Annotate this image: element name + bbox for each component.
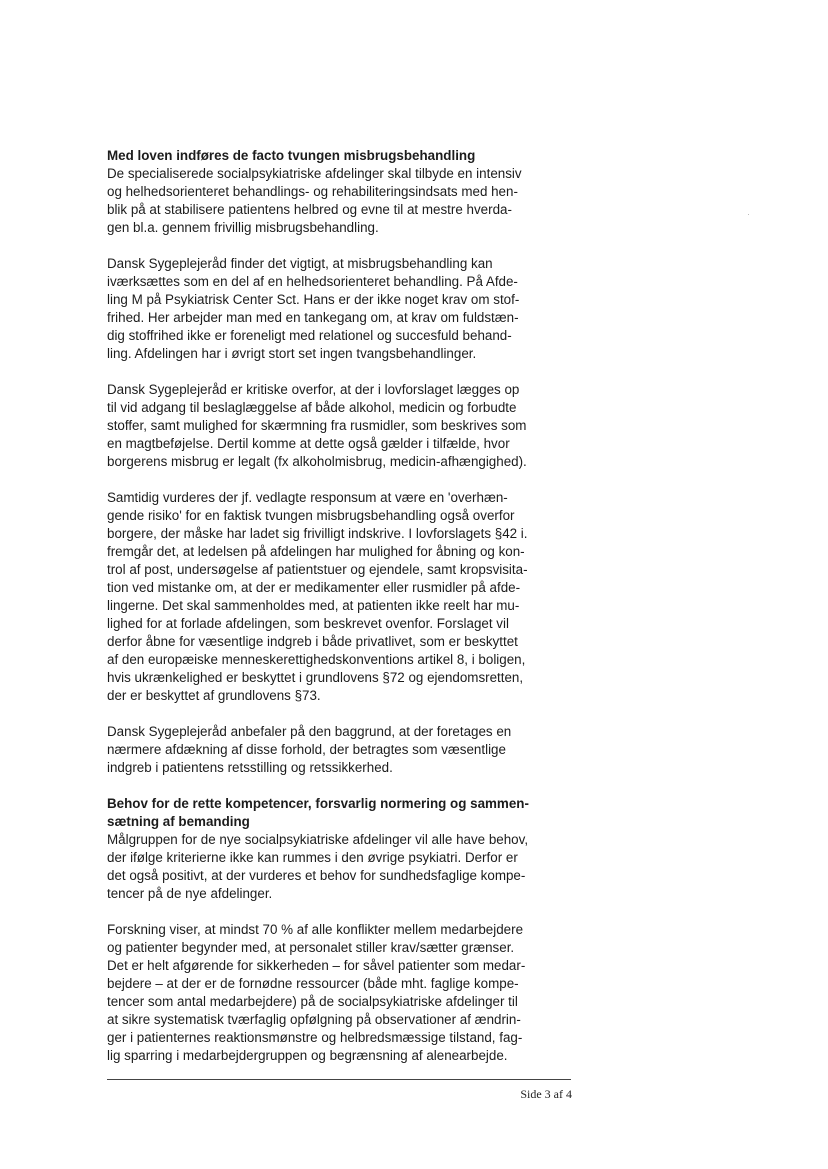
text-line: Samtidig vurderes der jf. vedlagte responsum at være en 'overhæn-	[107, 490, 508, 505]
text-line: fremgår det, at ledelsen på afdelingen har mulighed for åbning og kon-	[107, 544, 525, 559]
text-line: gen bl.a. gennem frivillig misbrugsbehandling.	[107, 220, 379, 235]
text-line: lighed for at forlade afdelingen, som beskrevet ovenfor. Forslaget vil	[107, 616, 509, 631]
text-line: der er beskyttet af grundlovens §73.	[107, 688, 321, 703]
text-line: tencer som antal medarbejdere) på de socialpsykiatriske afdelinger til	[107, 994, 518, 1009]
paragraph-gap	[107, 903, 573, 921]
text-line: det også positivt, at der vurderes et behov for sundhedsfaglige kompe-	[107, 868, 526, 883]
heading-line: Behov for de rette kompetencer, forsvarlig normering og sammen-	[107, 796, 529, 811]
text-line: der ifølge kriterierne ikke kan rummes i den øvrige psykiatri. Derfor er	[107, 850, 518, 865]
body-paragraph	[107, 381, 573, 471]
paragraph-gap	[107, 471, 573, 489]
text-line: blik på at stabilisere patientens helbred og evne til at mestre hverda-	[107, 202, 512, 217]
text-line: nærmere afdækning af disse forhold, der betragtes som væsentlige	[107, 742, 506, 757]
text-line: De specialiserede socialpsykiatriske afdelinger skal tilbyde en intensiv	[107, 166, 522, 181]
body-paragraph	[107, 489, 573, 705]
body-paragraph	[107, 723, 573, 777]
body-paragraph	[107, 921, 573, 1065]
body-paragraph	[107, 255, 573, 363]
text-line: ling M på Psykiatrisk Center Sct. Hans er der ikke noget krav om stof-	[107, 292, 520, 307]
text-line: Dansk Sygeplejeråd finder det vigtigt, at misbrugsbehandling kan	[107, 256, 493, 271]
footer-divider	[107, 1079, 571, 1080]
text-line: og patienter begynder med, at personalet stiller krav/sætter grænser.	[107, 940, 515, 955]
text-line: af den europæiske menneskerettighedskonventions artikel 8, i boligen,	[107, 652, 526, 667]
text-line: derfor åbne for væsentlige indgreb i både privatlivet, som er beskyttet	[107, 634, 518, 649]
text-line: tion ved mistanke om, at der er medikamenter eller rusmidler på afde-	[107, 580, 521, 595]
heading-line: Med loven indføres de facto tvungen misbrugsbehandling	[107, 148, 476, 163]
text-line: og helhedsorienteret behandlings- og rehabiliteringsindsats med hen-	[107, 184, 518, 199]
text-line: lig sparring i medarbejdergruppen og begrænsning af alenearbejde.	[107, 1048, 508, 1063]
text-line: Målgruppen for de nye socialpsykiatriske afdelinger vil alle have behov,	[107, 832, 529, 847]
text-line: Det er helt afgørende for sikkerheden – for såvel patienter som medar-	[107, 958, 526, 973]
text-line: ger i patienternes reaktionsmønstre og helbredsmæssige tilstand, fag-	[107, 1030, 523, 1045]
text-line: bejdere – at der er de fornødne ressourcer (både mht. faglige kompe-	[107, 976, 519, 991]
text-line: iværksættes som en del af en helhedsorienteret behandling. På Afde-	[107, 274, 518, 289]
text-line: frihed. Her arbejder man med en tankegang om, at krav om fuldstæn-	[107, 310, 519, 325]
section-heading	[107, 795, 573, 831]
paragraph-gap	[107, 237, 573, 255]
text-line: Forskning viser, at mindst 70 % af alle konflikter mellem medarbejdere	[107, 922, 524, 937]
heading-line: sætning af bemanding	[107, 814, 250, 829]
text-line: til vid adgang til beslaglæggelse af både alkohol, medicin og forbudte	[107, 400, 517, 415]
scan-speck	[748, 214, 749, 215]
paragraph-gap	[107, 363, 573, 381]
text-line: trol af post, undersøgelse af patientstuer og ejendele, samt kropsvisita-	[107, 562, 528, 577]
text-line: tencer på de nye afdelinger.	[107, 886, 273, 901]
text-line: Dansk Sygeplejeråd er kritiske overfor, at der i lovforslaget lægges op	[107, 382, 520, 397]
paragraph-gap	[107, 777, 573, 795]
paragraph-gap	[107, 705, 573, 723]
text-line: en magtbeføjelse. Dertil komme at dette også gælder i tilfælde, hvor	[107, 436, 510, 451]
body-paragraph	[107, 165, 573, 237]
text-line: stoffer, samt mulighed for skærmning fra rusmidler, som beskrives som	[107, 418, 527, 433]
text-line: dig stoffrihed ikke er foreneligt med relationel og succesfuld behand-	[107, 328, 512, 343]
body-paragraph	[107, 831, 573, 903]
text-line: hvis ukrænkelighed er beskyttet i grundlovens §72 og ejendomsretten,	[107, 670, 524, 685]
text-line: gende risiko' for en faktisk tvungen misbrugsbehandling også overfor	[107, 508, 515, 523]
text-line: borgere, der måske har ladet sig frivilligt indskrive. I lovforslagets §42 i.	[107, 526, 528, 541]
document-body	[107, 147, 573, 1065]
text-line: lingerne. Det skal sammenholdes med, at patienten ikke reelt har mu-	[107, 598, 520, 613]
page-number: Side 3 af 4	[520, 1087, 572, 1101]
text-line: borgerens misbrug er legalt (fx alkoholmisbrug, medicin-afhængighed).	[107, 454, 527, 469]
text-line: ling. Afdelingen har i øvrigt stort set ingen tvangsbehandlinger.	[107, 346, 477, 361]
text-line: at sikre systematisk tværfaglig opfølgning på observationer af ændrin-	[107, 1012, 521, 1027]
text-line: indgreb i patientens retsstilling og retssikkerhed.	[107, 760, 393, 775]
text-line: Dansk Sygeplejeråd anbefaler på den baggrund, at der foretages en	[107, 724, 512, 739]
section-heading	[107, 147, 573, 165]
